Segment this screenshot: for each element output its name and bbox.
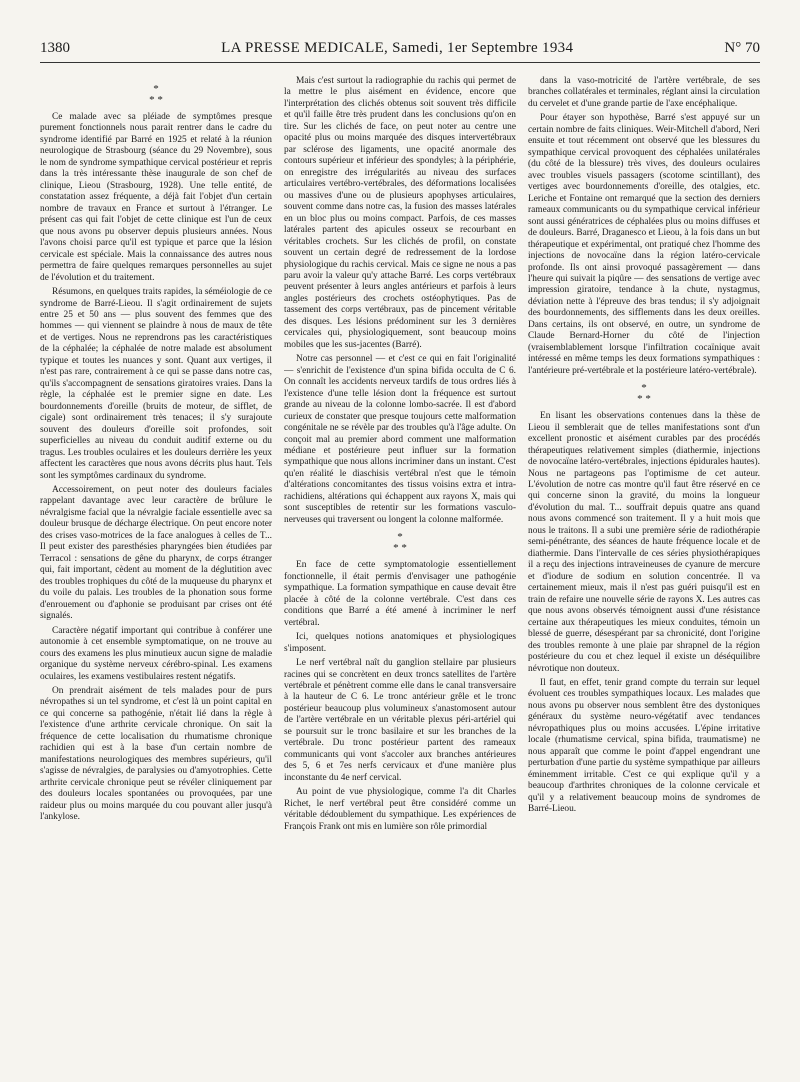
- paragraph: Il faut, en effet, tenir grand compte du terrain sur lequel évoluent ces troubles sympathiques locaux. Les malades que nous avons pu observer nous semblent être des dystoniques généraux du système neuro-végétatif avec tendances névropathiques plus ou moins accusées. L'épine irritative locale (rhumatisme cervical, spina bifida, traumatisme) ne nous apparaît que comme le point d'appel engendrant une perturbation d'une partie du système sympathique par ailleurs éminemment irritable. C'est ce qui explique qu'il y a beaucoup d'arthrites chroniques de la colonne cervicale et qu'il y a relativement beaucoup moins de syndromes de Barré-Lieou.: [528, 677, 760, 815]
- paragraph: En face de cette symptomatologie essentiellement fonctionnelle, il était permis d'envisager une pathogénie sympathique. La formation sympathique en cause devait être placée à côté de la colonne vertébrale. C'est dans ces conditions que Barré a été amené à incriminer le nerf vertébral.: [284, 560, 516, 628]
- separator-bottom: * *: [393, 542, 407, 555]
- column-1: [40, 76, 272, 1076]
- separator-top: *: [641, 382, 647, 395]
- page-number: 1380: [40, 40, 70, 56]
- page-header: [40, 40, 760, 63]
- paragraph: Ici, quelques notions anatomiques et physiologiques s'imposent.: [284, 632, 516, 654]
- paragraph: En lisant les observations contenues dans la thèse de Lieou il semblerait que de telles manifestations sont d'un excellent pronostic et aisément curables par des procédés thérapeutiques relativement simples (diathermie, injections de novocaïne latéro-vertébrales, injections épidurales hautes). Nous ne partageons pas l'optimisme de cet auteur. L'évolution de notre cas montre qu'il faut être réservé en ce qui concerne sinon la gravité, du moins la longueur d'évolution du mal. T... souffrait depuis quatre ans quand nous avons commencé son traitement. Il y a huit mois que nous le traitons. Il a subi une première série de radiothérapie semi-pénétrante, des séances de haute fréquence locale et de diathermie. Dans l'intervalle de ces séries physiothérapiques il a reçu des injections intraveineuses de cyanure de mercure et d'iodure de sodium en solution concentrée. Il va certainement mieux, mais il n'est pas guéri puisqu'il est en train de refaire une nouvelle série de rayons X. Les autres cas que nous avons observés témoignent aussi d'une résistance certaine aux thérapeutiques les mieux conduites, témoin un blessé de guerre, désespérant par sa chronicité, dont l'origine des troubles remonte à une plaie par shrapnel de la région postérieure du cou et chez lequel il existe un déséquilibre névrotique non douteux.: [528, 411, 760, 674]
- separator-bottom: * *: [637, 393, 651, 406]
- paragraph: Ce malade avec sa pléiade de symptômes presque purement fonctionnels nous parait rentrer dans le cadre du syndrome identifié par Barré en 1925 et relaté à la réunion neurologique de Strasbourg (séance du 29 Novembre), sous le nom de syndrome sympathique cervical postérieur et repris dans la très intéressante thèse inaugurale de son chef de clinique, Lieou (Strasbourg, 1928). Une telle entité, de constatation assez fréquente, a déjà fait l'objet d'un certain nombre de travaux en France et surtout à l'étranger. Le présent cas qui fait l'objet de cette clinique est l'un de ceux que nous avons pu observer depuis plusieurs années. Nous l'avons choisi parce qu'il est typique et parce que la lésion cervicale est spéciale. Mais la connaissance des autres nous permettra de faire quelques remarques personnelles au sujet de l'évolution et du traitement.: [40, 112, 272, 283]
- column-3: [528, 76, 760, 1076]
- paragraph: Accessoirement, on peut noter des douleurs faciales rappelant davantage avec leur caractère de brûlure le névralgisme facial que la névralgie faciale essentielle avec sa douleur brusque de décharge électrique. On peut encore noter des crises vaso-motrices de la face analogues à celles de T... Il peut exister des paresthésies pharyngées bien étudiées par Terracol : sensations de gêne du pharynx, de corps étranger qui, fait important, cèdent au moment de la déglutition avec des troubles trophiques du côté de la muqueuse du pharynx et du voile du palais. Les troubles de la phonation sous forme d'enrouement ou d'aphonie se produisant par crises ont été signalés.: [40, 485, 272, 622]
- separator-bottom: * *: [149, 94, 163, 106]
- section-separator: [528, 383, 760, 405]
- paragraph: Pour étayer son hypothèse, Barré s'est appuyé sur un certain nombre de faits cliniques. Weir-Mitchell d'abord, Neri ensuite et tout récemment ont observé que les blessures du sympathique cervical provoquent des céphalées unilatérales (du côté de la blessure) très vives, des douleurs oculaires avec troubles visuels passagers (scotome scintillant), des vertiges avec bourdonnements d'oreille, des otalgies, etc. Leriche et Fontaine ont remarqué que la section des derniers rameaux communicants ou du sympathique cervical inférieur sont aussi génératrices de céphalées plus ou moins diffuses et de douleurs. Barré, Draganesco et Lieou, à la fois dans un but thérapeutique et expérimental, ont pratiqué chez l'homme des injections de novocaïne dans la région latéro-cervicale profonde. Ils ont ainsi provoqué passagèrement — dans l'heure qui suivait la piqûre — des sensations de vertige avec impression giratoire, tendance à la chute, nystagmus, déviation nette à l'épreuve des bras tendus; il s'y adjoignait des bourdonnements, des sifflements dans les deux oreilles. Dans certains, ils ont observé, en outre, un syndrome de Claude Bernard-Horner du côté de l'injection (vraisemblablement lorsque l'infiltration cocaïnique avait intéressé en même temps les deux formations sympathiques : l'antérieure pré-vertébrale et la postérieure latéro-vertébrale).: [528, 113, 760, 376]
- paragraph: On prendrait aisément de tels malades pour de purs névropathes si un tel syndrome, et c'est là un point capital en ce qui concerne sa pathogénie, n'était lié dans la règle à l'existence d'une arthrite cervicale chronique. On sait la fréquence de cette localisation du rhumatisme chronique rachidien qui est à la base d'un certain nombre de manifestations neurologiques des membres supérieurs, qu'il s'agisse de névralgies, de paralysies ou d'amyotrophies. Cette arthrite cervicale chronique peut se révéler cliniquement par des douleurs locales spontanées ou provoquées, par une raideur plus ou moins marquée du cou pouvant aller jusqu'à l'ankylose.: [40, 685, 272, 823]
- paragraph: Caractère négatif important qui contribue à conférer une autonomie à cet ensemble symptomatique, on ne trouve au cours des examens les plus minutieux aucun signe de maladie organique du système nerveux cérébro-spinal. Les examens oculaires, les examens vestibulaires restent négatifs.: [40, 625, 272, 682]
- paragraph: Le nerf vertébral naît du ganglion stellaire par plusieurs racines qui se concrètent en deux troncs satellites de l'artère vertébrale et pénètrent comme elle dans le canal transversaire à la hauteur de C 6. Le tronc antérieur grêle et le tronc postérieur beaucoup plus volumineux s'anastomosent autour de l'artère vertébrale en un véritable plexus péri-artériel qui se poursuit sur le tronc basilaire et sur les branches de la vertébrale. Du tronc postérieur partent des rameaux communicants qui vont s'accoler aux branches antérieures des 5, 6 et 7es nerfs cervicaux et d'une manière plus inconstante du 4e nerf cervical.: [284, 658, 516, 783]
- column-2: [284, 76, 516, 1076]
- section-separator: [284, 532, 516, 554]
- paragraph: Au point de vue physiologique, comme l'a dit Charles Richet, le nerf vertébral peut être considéré comme un véritable dédoublement du sympathique. Les expériences de François Frank ont mis en lumière son rôle primordial: [284, 787, 516, 832]
- paragraph: Mais c'est surtout la radiographie du rachis qui permet de la mettre le plus aisément en évidence, encore que l'interprétation des clichés obtenus soit souvent très difficile et qu'il faille être très prudent dans les conclusions qu'on en tire. Sur les clichés de face, on peut noter au centre une opacité plus ou moins marquée des disques intervertébraux par sclérose des ligaments, une opacité anormale des contours supérieur et inférieur des spondyles; à la périphérie, on enregistre des irrégularités au niveau des surfaces articulaires vertébro-vertébrales, des déformations localisées ou massives d'une ou de plusieurs apophyses articulaires, souvent comme dans notre cas, la fusion des masses latérales en un bloc plus ou moins compact. Parfois, de ces masses latérales partent des apicules osseux se recourbant en véritables crochets. Sur les clichés de profil, on constate souvent un certain degré de redressement de la lordose physiologique du rachis cervical. Mais ce signe ne nous a pas paru avoir la valeur qu'y attache Barré. Les corps vertébraux peuvent présenter à leurs angles antérieurs et parfois à leurs angles postérieurs des crochets ostéophytiques. Pas de tassement des corps vertébraux, pas de pincement véritable des disques. Les lésions prédominent sur les 3 dernières cervicales qui, physiologiquement, sont beaucoup moins mobiles que les sus-jacentes (Barré).: [284, 76, 516, 350]
- paragraph: dans la vaso-motricité de l'artère vertébrale, de ses branches collatérales et terminales, réglant ainsi la circulation du cervelet et d'une grande partie de l'axe encéphalique.: [528, 76, 760, 109]
- separator-top: *: [153, 83, 159, 95]
- issue-number: N° 70: [724, 40, 760, 56]
- journal-title: LA PRESSE MEDICALE, Samedi, 1er Septembre 1934: [221, 40, 574, 56]
- paragraph: Notre cas personnel — et c'est ce qui en fait l'originalité — s'enrichit de l'existence d'un spina bifida occulta de C 6. On connaît les accidents nerveux tardifs de tous ordres liés à l'existence d'une telle lésion dont la fréquence est surtout grande au niveau de la colonne lombo-sacrée. Il est d'abord curieux de constater que presque toujours cette malformation congénitale ne se révèle par des troubles qu'à l'âge adulte. On conçoit mal au premier abord comment une malformation médiane et postérieure peut influer sur la formation sympathique que nous allons incriminer dans un instant. C'est qu'en réalité le diaschisis vertébral n'est que le témoin d'altérations concomitantes des tissus voisins extra et intra-rachidiens, altérations qui échappent aux rayons X, mais qui sont susceptibles de retentir sur les formations vasculo-nerveuses qui traversent ou longent la colonne malformée.: [284, 354, 516, 525]
- separator-top: *: [397, 531, 403, 544]
- article-columns: [40, 76, 760, 1076]
- section-separator: [40, 84, 272, 106]
- paragraph: Résumons, en quelques traits rapides, la séméiologie de ce syndrome de Barré-Lieou. Il s'agit ordinairement de sujets entre 25 et 50 ans — plus souvent des femmes que des hommes — qui viennent se plaindre à nous de maux de tête et de vertiges. Nous ne reprendrons pas les caractéristiques de la céphalée; la céphalée de notre malade est absolument typique et toutes les nuances y sont. Quant aux vertiges, il n'est pas rare, contrairement à ce qui se passe dans notre cas, qu'ils s'accompagnent de sensations giratoires vraies. Dans la règle, la céphalée est le premier signe en date. Les bourdonnements d'oreille (bruits de moteur, de sifflet, de cigale) sont ordinairement très tenaces; il s'y surajoute souvent des douleurs d'oreille soit profondes, soit superficielles au niveau du conduit auditif externe ou du tragus. Les troubles oculaires et les douleurs derrière les yeux affectent les caractères que nous avons décrits plus haut. Tels sont les symptômes cardinaux du syndrome.: [40, 287, 272, 481]
